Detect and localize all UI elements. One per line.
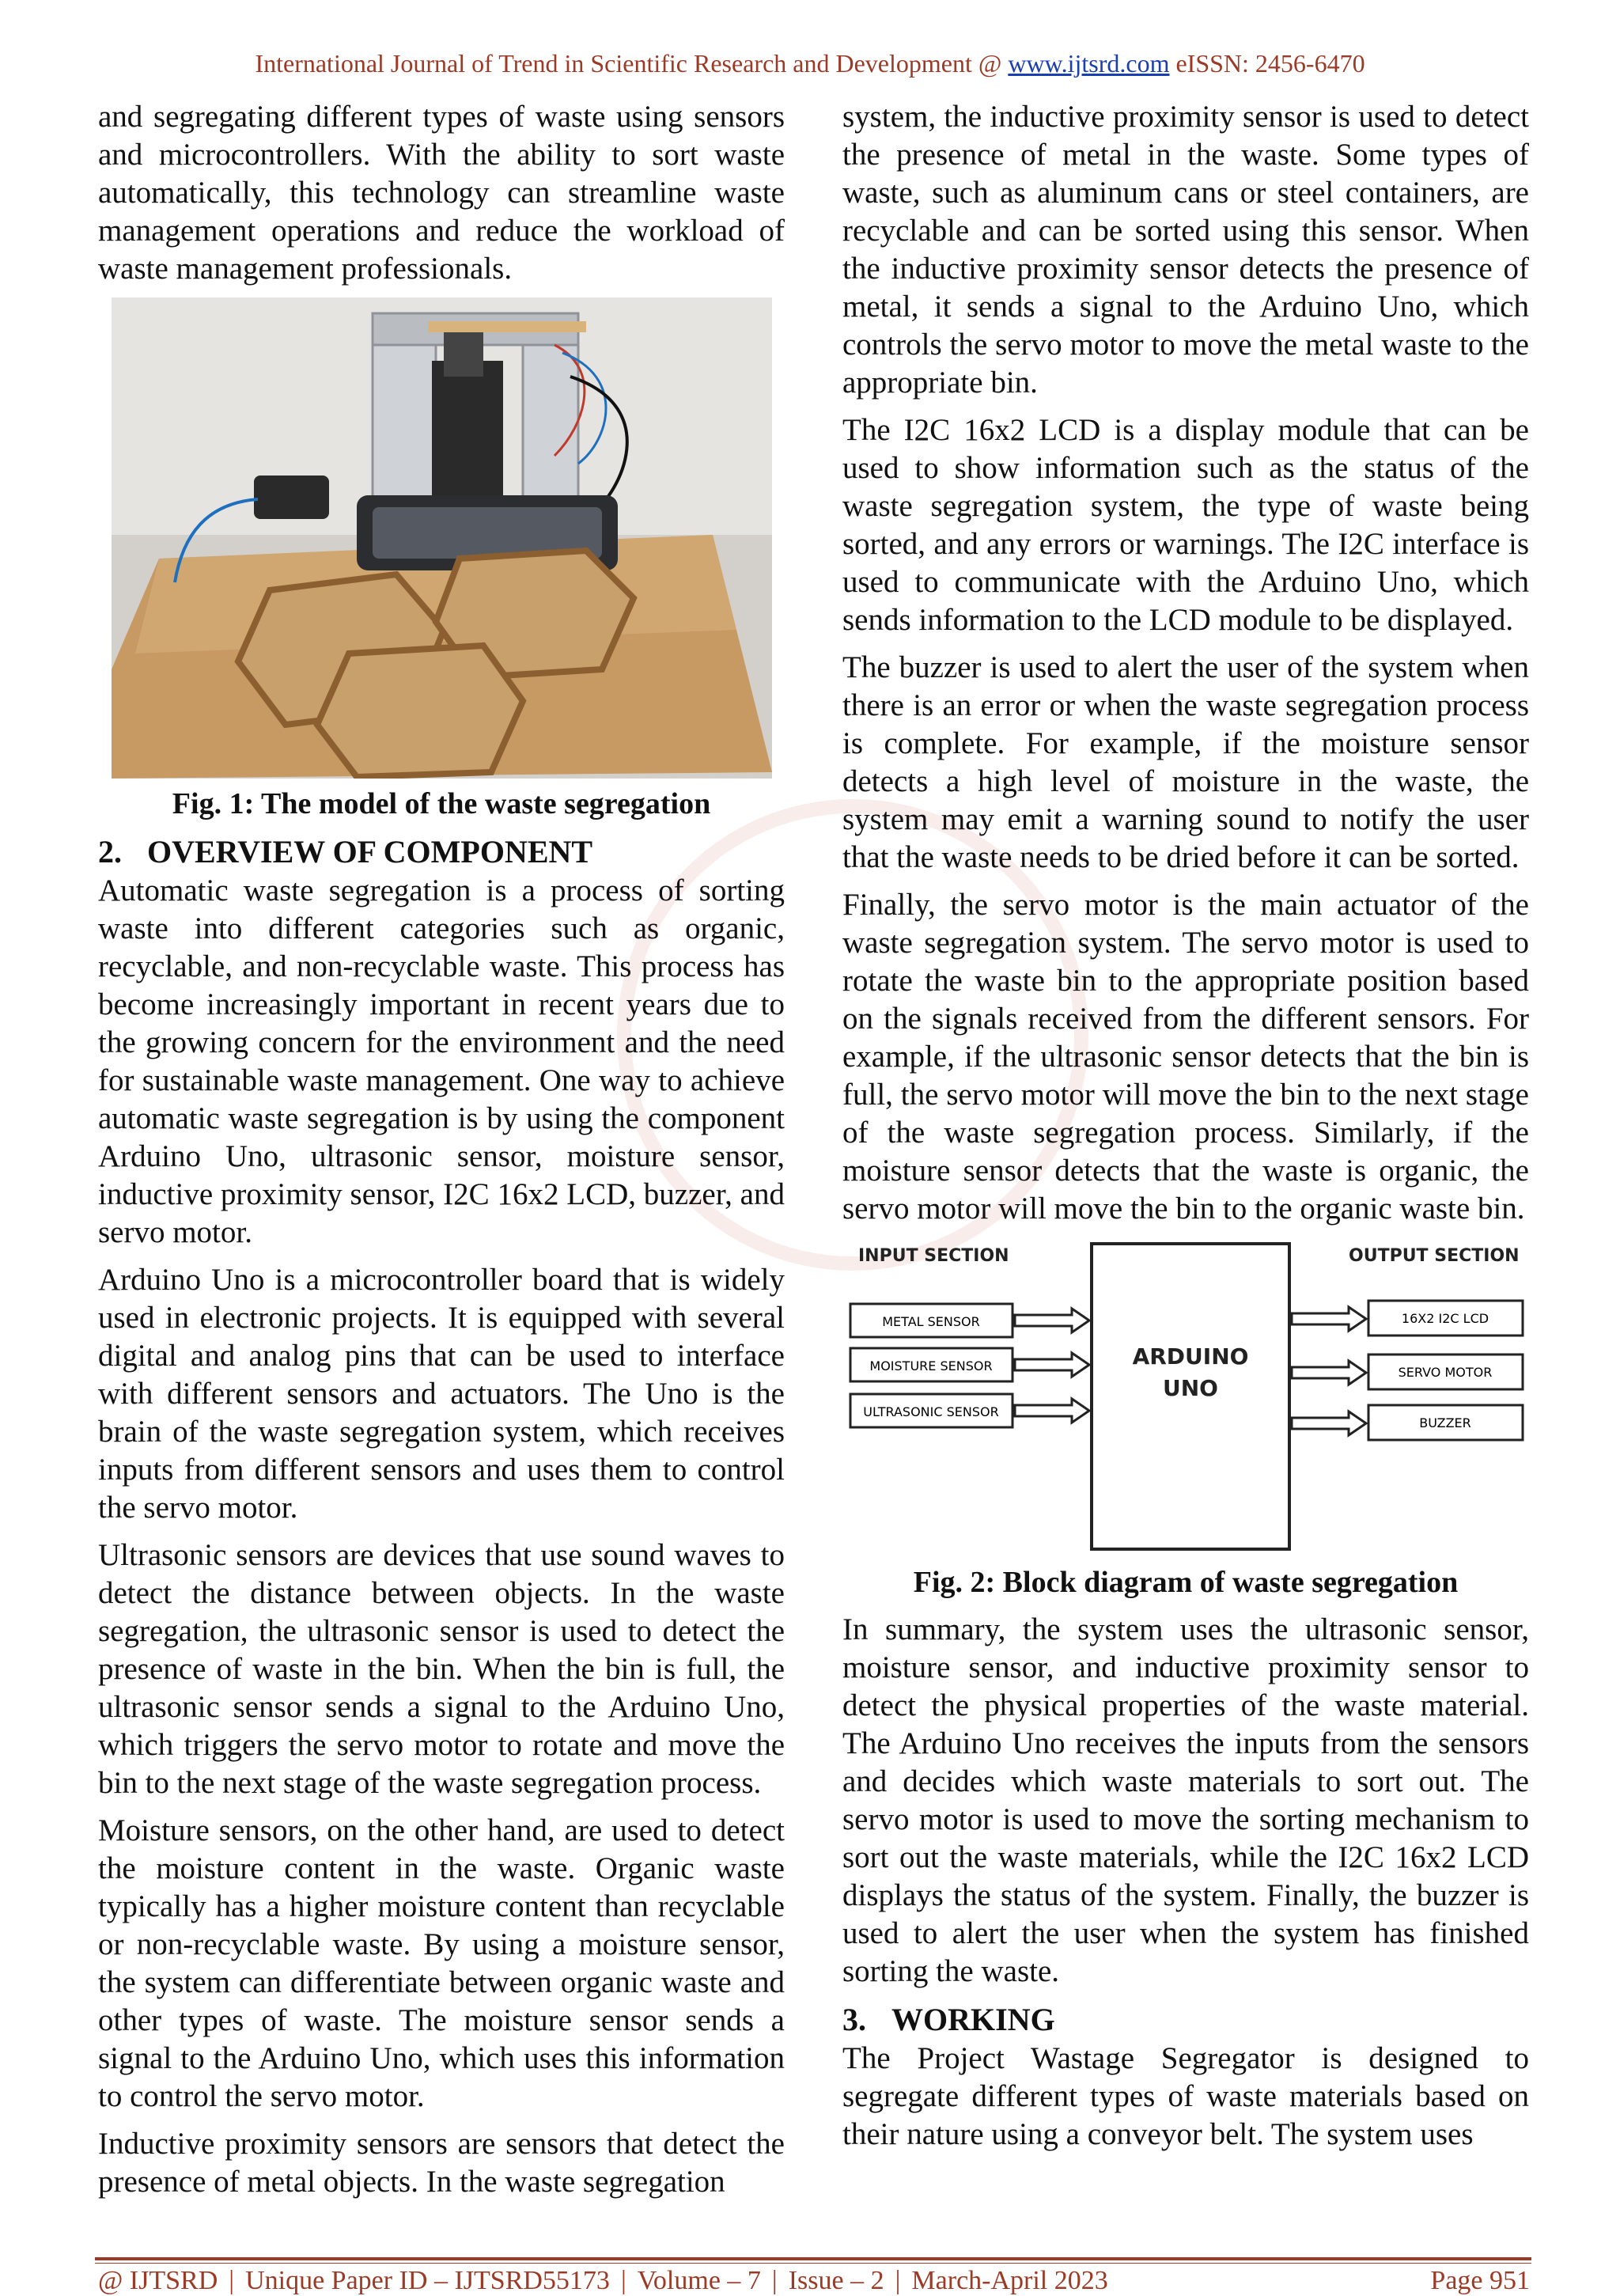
figure-2-caption: Fig. 2: Block diagram of waste segregation	[913, 1566, 1459, 1599]
section-3-number: 3.	[842, 2002, 866, 2037]
page-footer	[98, 2266, 1530, 2296]
output-arrows	[1292, 1307, 1366, 1435]
header-issn: eISSN: 2456-6470	[1169, 49, 1365, 78]
right-column	[842, 98, 1529, 2163]
paragraph-9: In summary, the system uses the ultrasonic sensor, moisture sensor, and inductive proximity sensor to detect the physical properties of the waste material. The Arduino Uno receives the inputs from the sensors and decides which waste materials to sort out. The servo motor is used to move the sorting mechanism to sort out the waste materials, while the I2C 16x2 LCD displays the status of the system. Finally, the buzzer is used to alert the user when the system has finished sorting the waste.	[842, 1612, 1529, 1988]
paragraph-intro: and segregating different types of waste using sensors and microcontrollers. With the ability to sort waste automatically, this technology can streamline waste management operations and reduce the workload of waste management professionals.	[98, 100, 785, 286]
input-arrows	[1015, 1309, 1089, 1423]
footer-paper-id: Unique Paper ID – IJTSRD55173	[245, 2266, 610, 2295]
section-2-title: OVERVIEW OF COMPONENT	[147, 834, 593, 870]
paragraph-5: Inductive proximity sensors are sensors that detect the presence of metal objects. In the waste segregation	[98, 2127, 785, 2199]
footer-meta: @ IJTSRD | Unique Paper ID – IJTSRD55173 | Volume – 7 | Issue – 2 | March-April 2023	[98, 2266, 1108, 2295]
paragraph-2: Arduino Uno is a microcontroller board that is widely used in electronic projects. It is equipped with several digital and analog pins that can be used to interface with different sensors and actuators. The Uno is the brain of the waste segregation system, which receives inputs from different sensors and uses them to control the servo motor.	[98, 1263, 785, 1525]
input-label-metal: METAL SENSOR	[882, 1314, 980, 1329]
figure-1-photo	[112, 297, 772, 779]
footer-issue: Issue – 2	[788, 2266, 884, 2295]
footer-volume: Volume – 7	[637, 2266, 761, 2295]
running-header	[0, 49, 1620, 78]
left-column	[98, 98, 785, 2211]
input-label-moisture: MOISTURE SENSOR	[869, 1358, 993, 1373]
arduino-label-line1: ARDUINO	[1132, 1343, 1249, 1370]
figure-1-caption: Fig. 1: The model of the waste segregation	[172, 787, 711, 820]
input-label-ultrasonic: ULTRASONIC SENSOR	[863, 1404, 999, 1419]
section-3-heading	[842, 2000, 1529, 2040]
section-2-heading	[98, 832, 785, 872]
arduino-label-line2: UNO	[1163, 1375, 1218, 1401]
section-2-number: 2.	[98, 834, 122, 870]
journal-link[interactable]: www.ijtsrd.com	[1008, 49, 1170, 78]
input-section-label: INPUT SECTION	[858, 1246, 1009, 1266]
paragraph-10: The Project Wastage Segregator is designed to segregate different types of waste materials based on their nature using a conveyor belt. The system uses	[842, 2041, 1529, 2151]
paragraph-8: Finally, the servo motor is the main actuator of the waste segregation system. The servo motor is used to rotate the waste bin to the appropriate position based on the signals received from the different sensors. For example, if the ultrasonic sensor detects that the bin is full, the servo motor will move the bin to the next stage of the waste segregation process. Similarly, if the moisture sensor detects that the waste is organic, the servo motor will move the bin to the organic waste bin.	[842, 888, 1529, 1226]
paragraph-4: Moisture sensors, on the other hand, are used to detect the moisture content in the waste. Organic waste typically has a higher moisture content than recyclable or non-recyclable waste. By using a moisture sensor, the system can differentiate between organic waste and other types of waste. The moisture sensor sends a signal to the Arduino Uno, which uses this information to control the servo motor.	[98, 1813, 785, 2113]
footer-page-number: Page 951	[1430, 2266, 1530, 2295]
footer-date: March-April 2023	[911, 2266, 1108, 2295]
output-label-servo: SERVO MOTOR	[1398, 1365, 1493, 1380]
section-3-title: WORKING	[891, 2002, 1055, 2037]
waste-segregator-model-image	[112, 297, 772, 779]
output-section-label: OUTPUT SECTION	[1349, 1246, 1520, 1266]
block-diagram-svg	[842, 1237, 1529, 1554]
figure-2-block-diagram	[842, 1237, 1529, 1554]
paragraph-3: Ultrasonic sensors are devices that use sound waves to detect the distance between objects. In the waste segregation, the ultrasonic sensor is used to detect the presence of waste in the bin. When the bin is full, the ultrasonic sensor sends a signal to the Arduino Uno, which triggers the servo motor to rotate and move the bin to the next stage of the waste segregation process.	[98, 1538, 785, 1800]
paragraph-1: Automatic waste segregation is a process of sorting waste into different categories such as organic, recyclable, and non-recyclable waste. This process has become increasingly important in recent years due to the growing concern for the environment and the need for sustainable waste management. One way to achieve automatic waste segregation is by using the component Arduino Uno, ultrasonic sensor, moisture sensor, inductive proximity sensor, I2C 16x2 LCD, buzzer, and servo motor.	[98, 873, 785, 1249]
output-label-lcd: 16X2 I2C LCD	[1401, 1311, 1489, 1326]
paragraph-7: The buzzer is used to alert the user of the system when there is an error or when the waste segregation process is complete. For example, if the moisture sensor detects a high level of moisture in the waste, the system may emit a warning sound to notify the user that the waste needs to be dried before it can be sorted.	[842, 650, 1529, 874]
paragraph-6: The I2C 16x2 LCD is a display module that can be used to show information such as the status of the waste segregation system, the type of waste being sorted, and any errors or warnings. The I2C interface is used to communicate with the Arduino Uno, which sends information to the LCD module to be displayed.	[842, 413, 1529, 637]
output-label-buzzer: BUZZER	[1419, 1415, 1471, 1430]
footer-rule-thin	[95, 2263, 1531, 2264]
header-text: International Journal of Trend in Scientific Research and Development @	[255, 49, 1009, 78]
paragraph-continued: system, the inductive proximity sensor is used to detect the presence of metal in the waste. Some types of waste, such as aluminum cans or steel containers, are recyclable and can be sorted using this sensor. When the inductive proximity sensor detects the presence of metal, it sends a signal to the Arduino Uno, which controls the servo motor to move the metal waste to the appropriate bin.	[842, 100, 1529, 400]
footer-journal: @ IJTSRD	[98, 2266, 218, 2295]
footer-rule	[95, 2257, 1531, 2260]
